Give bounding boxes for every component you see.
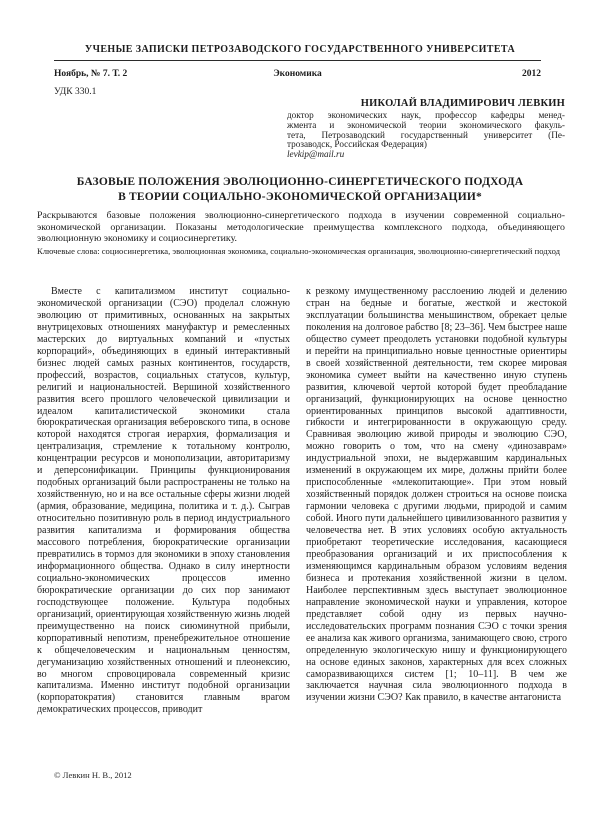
author-block	[287, 98, 565, 160]
article-title-line-1: БАЗОВЫЕ ПОЛОЖЕНИЯ ЭВОЛЮЦИОННО-СИНЕРГЕТИЧЕСКОГО ПОДХОДА	[76, 176, 524, 188]
author-affiliation-line: доктор экономических наук, профессор кафедры менед-	[287, 110, 565, 120]
issue-info: Ноябрь, № 7. Т. 2	[54, 69, 128, 79]
body-column-right: к резкому имущественному расслоению людей и делению стран на бедные и богатые, жесткой и жестокой эксплуатации большинства меньшинством, обрекает целые поколения на долговое рабство [8; 23–36]. Чем быстрее наше общество сумеет преодолеть установки подобной культуры и перейти на принципиально новые ценностные ориентиры в своей хозяйственной деятельности, тем скорее мировая экономика сумеет выйти на качественно иную ступень развития, ключевой чертой которой будет преобладание организаций, функционирующих на основе ценностно ориентированных принципов высокой адаптивности, гибкости и интегрированности в окружающую среду. Сравнивая эволюцию живой природы и эволюцию СЭО, можно говорить о том, что на смену «динозаврам» индустриальной эпохи, не выдержавшим кардинальных изменений в окружающем их мире, должны прийти более приспособленные «млекопитающие». При этом новый хозяйственный порядок должен строиться на основе поиска гармонии человека с другими людьми, природой и самим собой. Иного пути дальнейшего цивилизованного развития у человечества нет. В этих условиях особую актуальность приобретают теоретические исследования, касающиеся преобразования организаций и их приспособления к изменяющимся кардинальным образом условиям ведения бизнеса и протекания хозяйственной жизни в целом. Наиболее перспективным здесь выступает эволюционное направление экономической науки и управления, которое представляет собой одну из первых научно-исследовательских программ познания СЭО с точки зрения ее анализа как живого организма, занимающего свою, строго определенную экологическую нишу и функционирующего на основе единых законов, характерных для всех сложных саморазвивающихся систем [1; 10–11]. В чем же заключается научная сила эволюционного подхода в изучении жизни СЭО? Как правило, в качестве антагониста	[306, 286, 567, 704]
article-title	[30, 175, 570, 204]
author-affiliation-line: тета, Петрозаводский государственный университет (Пе-	[287, 129, 565, 140]
author-name: НИКОЛАЙ ВЛАДИМИРОВИЧ ЛЕВКИН	[360, 98, 565, 109]
article-title-line-2: В ТЕОРИИ СОЦИАЛЬНО-ЭКОНОМИЧЕСКОЙ ОРГАНИЗАЦИИ*	[118, 190, 482, 203]
author-affiliation-line: жмента и экономической теории экономического факуль-	[287, 119, 565, 130]
body-column-left: Вместе с капитализмом институт социально-экономической организации (СЭО) проделал сложную эволюцию от примитивных, основанных на закрытых внутрицеховых отношениях мануфактур и ремесленных мастерских до виртуальных компаний и «пустых корпораций», объединяющих в единый интерактивный бизнес людей самых разных континентов, государств, профессий, возрастов, социальных статусов, культур, религий и национальностей. Вершиной хозяйственного развития всего прошлого человеческой цивилизации и идеалом капиталистической экономики стала бюрократическая организация веберовского типа, в основе которой находятся строгая иерархия, формализация и централизация, стремление к тотальному контролю, концентрации ресурсов и монополизации, авторитаризму и деперсонификации. Принципы функционирования подобных организаций были распространены не только на хозяйственную, но и на все остальные сферы жизни людей (армия, образование, медицина, политика и т. д.). Сыграв относительно позитивную роль в период индустриального развития капитализма и формирования общества массового потребления, бюрократические организации превратились в тормоз для экономики в эпоху становления информационного общества. Однако в силу инертности социально-экономических процессов именно бюрократические организации до сих пор занимают господствующее положение. Культура подобных организаций, ориентирующая хозяйственную жизнь людей преимущественно на поиск сиюминутной прибыли, корпоративный непотизм, пренебрежительное отношение к общечеловеческим и национальным ценностям, дегуманизацию хозяйственных отношений и плеонексию, во многом спровоцировала современный кризис капитализма. Именно институт подобной организации (корпоратократия) становится главным врагом демократических процессов, приводит	[37, 286, 290, 716]
copyright-note: © Левкин Н. В., 2012	[54, 770, 132, 780]
journal-title: УЧЕНЫЕ ЗАПИСКИ ПЕТРОЗАВОДСКОГО ГОСУДАРСТВЕННОГО УНИВЕРСИТЕТА	[84, 44, 516, 55]
abstract-text: Раскрываются базовые положения эволюционно-синергетического подхода в изучении современной социально-экономической организации. Показаны методологические преимущества комплексного подхода, объединяющего эволюционную экономику и социосинергетику.	[37, 210, 565, 245]
year-label: 2012	[522, 69, 541, 79]
section-label: Экономика	[273, 69, 322, 79]
author-email: levkip@mail.ru	[287, 149, 345, 160]
author-affiliation-line: трозаводск, Российская Федерация)	[287, 139, 427, 150]
header-divider	[54, 60, 541, 61]
keywords-text: Ключевые слова: социосинергетика, эволюционная экономика, социально-экономическая организация, эволюционно-синергетический подход	[37, 246, 561, 256]
udk-code: УДК 330.1	[54, 87, 97, 97]
issue-row	[54, 69, 541, 81]
